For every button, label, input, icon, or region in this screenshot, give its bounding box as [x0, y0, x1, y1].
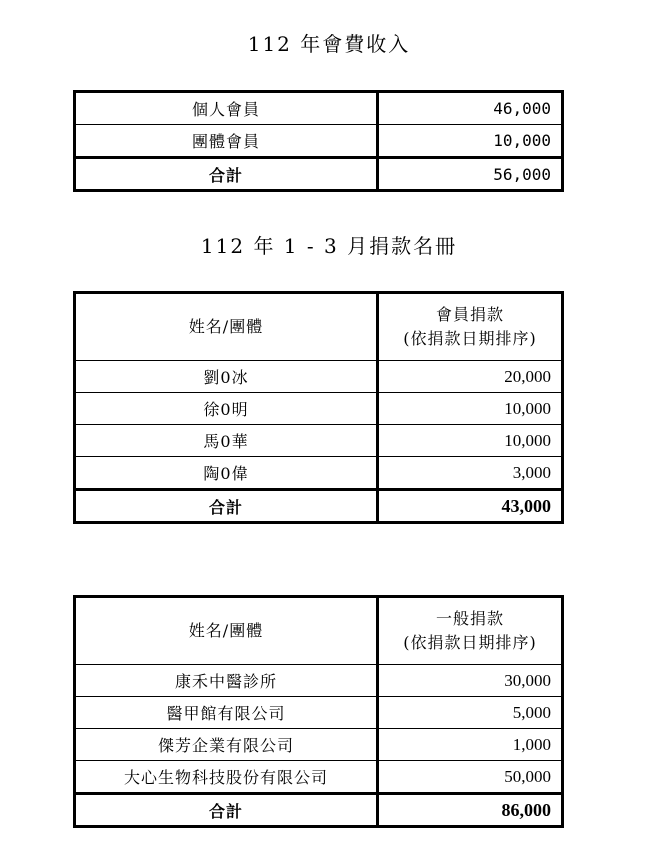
- fee-income-table: [73, 90, 564, 192]
- total-row: [75, 158, 563, 191]
- row-name: 團體會員: [75, 125, 378, 158]
- row-name: 陶0偉: [75, 457, 378, 490]
- total-row: [75, 490, 563, 523]
- total-amount: 56,000: [378, 158, 563, 191]
- header-amount-line1: 會員捐款: [435, 305, 504, 324]
- table-row: [75, 729, 563, 761]
- fee-income-title: 112 年會費收入: [247, 32, 411, 56]
- table-row: [75, 125, 563, 158]
- row-name: 馬0華: [75, 425, 378, 457]
- header-amount-line2: (依捐款日期排序): [403, 329, 537, 348]
- header-name: 姓名/團體: [75, 597, 378, 665]
- table-row: [75, 425, 563, 457]
- table-row: [75, 761, 563, 794]
- header-amount: [378, 597, 563, 665]
- header-amount-line2: (依捐款日期排序): [403, 633, 537, 652]
- row-amount: 20,000: [378, 361, 563, 393]
- table-row: [75, 393, 563, 425]
- total-row: [75, 794, 563, 827]
- total-label: 合計: [75, 158, 378, 191]
- row-name: 醫甲館有限公司: [75, 697, 378, 729]
- total-label: 合計: [75, 794, 378, 827]
- table-row: [75, 361, 563, 393]
- header-amount-line1: 一般捐款: [435, 609, 504, 628]
- row-name: 大心生物科技股份有限公司: [75, 761, 378, 794]
- total-amount: 43,000: [378, 490, 563, 523]
- table-row: [75, 92, 563, 125]
- member-donation-table: [73, 291, 564, 524]
- header-amount: [378, 293, 563, 361]
- row-amount: 50,000: [378, 761, 563, 794]
- donation-list-title: 112 年 1 - 3 月捐款名冊: [200, 234, 458, 258]
- row-amount: 10,000: [378, 125, 563, 158]
- total-amount: 86,000: [378, 794, 563, 827]
- row-name: 劉0冰: [75, 361, 378, 393]
- total-label: 合計: [75, 490, 378, 523]
- table-row: [75, 457, 563, 490]
- row-amount: 10,000: [378, 393, 563, 425]
- row-amount: 10,000: [378, 425, 563, 457]
- table-row: [75, 665, 563, 697]
- row-amount: 5,000: [378, 697, 563, 729]
- row-name: 傑芳企業有限公司: [75, 729, 378, 761]
- table-row: [75, 697, 563, 729]
- row-name: 徐0明: [75, 393, 378, 425]
- header-row: [75, 597, 563, 665]
- general-donation-table: [73, 595, 564, 828]
- header-name: 姓名/團體: [75, 293, 378, 361]
- header-row: [75, 293, 563, 361]
- row-amount: 30,000: [378, 665, 563, 697]
- row-amount: 1,000: [378, 729, 563, 761]
- row-amount: 3,000: [378, 457, 563, 490]
- row-amount: 46,000: [378, 92, 563, 125]
- row-name: 康禾中醫診所: [75, 665, 378, 697]
- row-name: 個人會員: [75, 92, 378, 125]
